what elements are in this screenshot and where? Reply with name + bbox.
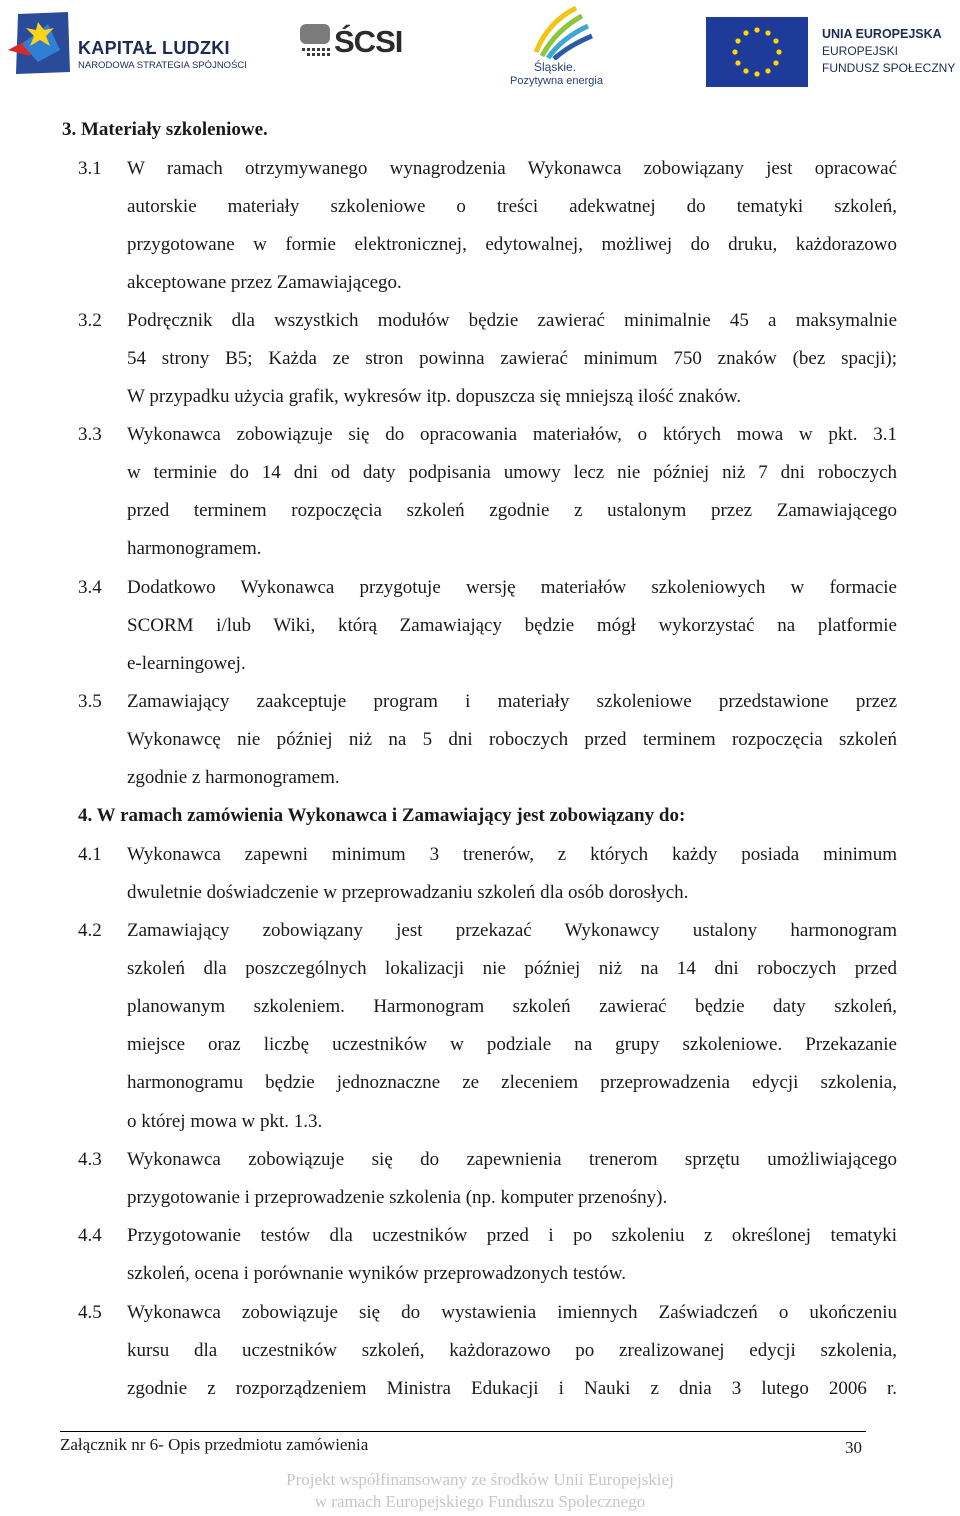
kapital-ludzki-emblem-icon	[8, 10, 74, 76]
footer-rule	[60, 1431, 866, 1432]
paragraph-line: zgodnie z rozporządzeniem Ministra Edukacji i Nauki z dnia 3 lutego 2006 r.	[127, 1378, 897, 1399]
paragraph-line: W ramach otrzymywanego wynagrodzenia Wykonawca zobowiązany jest opracować	[127, 158, 897, 179]
paragraph-line: w terminie do 14 dni od daty podpisania umowy lecz nie później niż 7 dni roboczych	[127, 462, 897, 483]
paragraph-line: akceptowane przez Zamawiającego.	[127, 272, 402, 293]
eu-union-label: UNIA EUROPEJSKA	[822, 27, 942, 41]
paragraph-line: harmonogramem.	[127, 538, 262, 559]
kapital-ludzki-logo	[8, 10, 247, 76]
project-notice-line-2: w ramach Europejskiego Funduszu Społecznego	[314, 1492, 646, 1511]
paragraph-line: przygotowane w formie elektronicznej, edytowalnej, możliwej do druku, każdorazowo	[127, 234, 897, 255]
item-number: 3.4	[78, 577, 102, 598]
paragraph-line: szkoleń, ocena i porównanie wyników przeprowadzonych testów.	[127, 1263, 626, 1284]
page-number: 30	[845, 1438, 862, 1457]
item-number: 4.5	[78, 1302, 102, 1323]
paragraph-line: przed terminem rozpoczęcia szkoleń zgodnie z ustalonym przez Zamawiającego	[127, 500, 897, 521]
paragraph-line: Wykonawcę nie później niż na 5 dni roboczych przed terminem rozpoczęcia szkoleń	[127, 729, 897, 750]
paragraph-line: SCORM i/lub Wiki, którą Zamawiający będzie mógł wykorzystać na platformie	[127, 615, 897, 636]
item-number: 4.3	[78, 1149, 102, 1170]
scsi-text: ŚCSI	[334, 24, 403, 59]
paragraph-line: Wykonawca zapewni minimum 3 trenerów, z których każdy posiada minimum	[127, 844, 897, 865]
eu-fund-label-1: EUROPEJSKI	[822, 44, 899, 58]
paragraph-line: autorskie materiały szkoleniowe o treści adekwatnej do tematyki szkoleń,	[127, 196, 897, 217]
paragraph-line: Przygotowanie testów dla uczestników przed i po szkoleniu z określonej tematyki	[127, 1225, 897, 1246]
item-number: 4.1	[78, 844, 102, 865]
slaskie-name: Śląskie.	[534, 60, 577, 74]
paragraph-line: szkoleń dla poszczególnych lokalizacji nie później niż na 14 dni roboczych przed	[127, 958, 897, 979]
kapital-title: KAPITAŁ LUDZKI	[78, 38, 230, 58]
paragraph-line: Zamawiający zaakceptuje program i materiały szkoleniowe przedstawione przez	[127, 691, 897, 712]
paragraph-line: Zamawiający zobowiązany jest przekazać Wykonawcy ustalony harmonogram	[127, 920, 897, 941]
paragraph-line: Wykonawca zobowiązuje się do zapewnienia trenerom sprzętu umożliwiającego	[127, 1149, 897, 1170]
paragraph-line: dwuletnie doświadczenie w przeprowadzaniu szkoleń dla osób dorosłych.	[127, 882, 689, 903]
item-number: 3.3	[78, 424, 102, 445]
paragraph-line: Dodatkowo Wykonawca przygotuje wersję materiałów szkoleniowych w formacie	[127, 577, 897, 598]
section-heading: 4. W ramach zamówienia Wykonawca i Zamawiający jest zobowiązany do:	[78, 805, 686, 826]
eu-flag-icon	[706, 17, 808, 87]
slaskie-tagline: Pozytywna energia	[510, 75, 603, 87]
item-number: 3.2	[78, 310, 102, 331]
slaskie-logo	[508, 2, 618, 94]
section-heading: 3. Materiały szkoleniowe.	[62, 119, 268, 140]
paragraph-line: planowanym szkoleniem. Harmonogram szkoleń zawierać będzie daty szkoleń,	[127, 996, 897, 1017]
paragraph-line: kursu dla uczestników szkoleń, każdorazowo po zrealizowanej edycji szkolenia,	[127, 1340, 897, 1361]
paragraph-line: Wykonawca zobowiązuje się do wystawienia imiennych Zaświadczeń o ukończeniu	[127, 1302, 897, 1323]
item-number: 4.4	[78, 1225, 102, 1246]
paragraph-line: harmonogramu będzie jednoznaczne ze zleceniem przeprowadzenia edycji szkolenia,	[127, 1072, 897, 1093]
paragraph-line: zgodnie z harmonogramem.	[127, 767, 340, 788]
paragraph-line: Wykonawca zobowiązuje się do opracowania materiałów, o których mowa w pkt. 3.1	[127, 424, 897, 445]
paragraph-line: Podręcznik dla wszystkich modułów będzie zawierać minimalnie 45 a maksymalnie	[127, 310, 897, 331]
paragraph-line: przygotowanie i przeprowadzenie szkolenia (np. komputer przenośny).	[127, 1187, 668, 1208]
item-number: 3.5	[78, 691, 102, 712]
paragraph-line: 54 strony B5; Każda ze stron powinna zawierać minimum 750 znaków (bez spacji);	[127, 348, 897, 369]
paragraph-line: o której mowa w pkt. 1.3.	[127, 1111, 323, 1132]
kapital-subtitle: NARODOWA STRATEGIA SPÓJNOŚCI	[78, 60, 247, 71]
project-notice-line-1: Projekt współfinansowany ze środków Unii Europejskiej	[286, 1470, 674, 1489]
paragraph-line: e-learningowej.	[127, 653, 246, 674]
eu-fund-label-2: FUNDUSZ SPOŁECZNY	[822, 61, 956, 75]
paragraph-line: miejsce oraz liczbę uczestników w podziale na grupy szkoleniowe. Przekazanie	[127, 1034, 897, 1055]
item-number: 4.2	[78, 920, 102, 941]
scsi-logo	[300, 22, 430, 62]
eu-logo	[706, 17, 960, 89]
slaskie-rays-icon	[528, 2, 598, 60]
paragraph-line: W przypadku użycia grafik, wykresów itp. dopuszcza się mniejszą ilość znaków.	[127, 386, 742, 407]
logo-strip	[0, 0, 960, 100]
scsi-grid-icon	[300, 24, 332, 60]
footer-attachment-label: Załącznik nr 6- Opis przedmiotu zamówienia	[60, 1435, 369, 1454]
item-number: 3.1	[78, 158, 102, 179]
